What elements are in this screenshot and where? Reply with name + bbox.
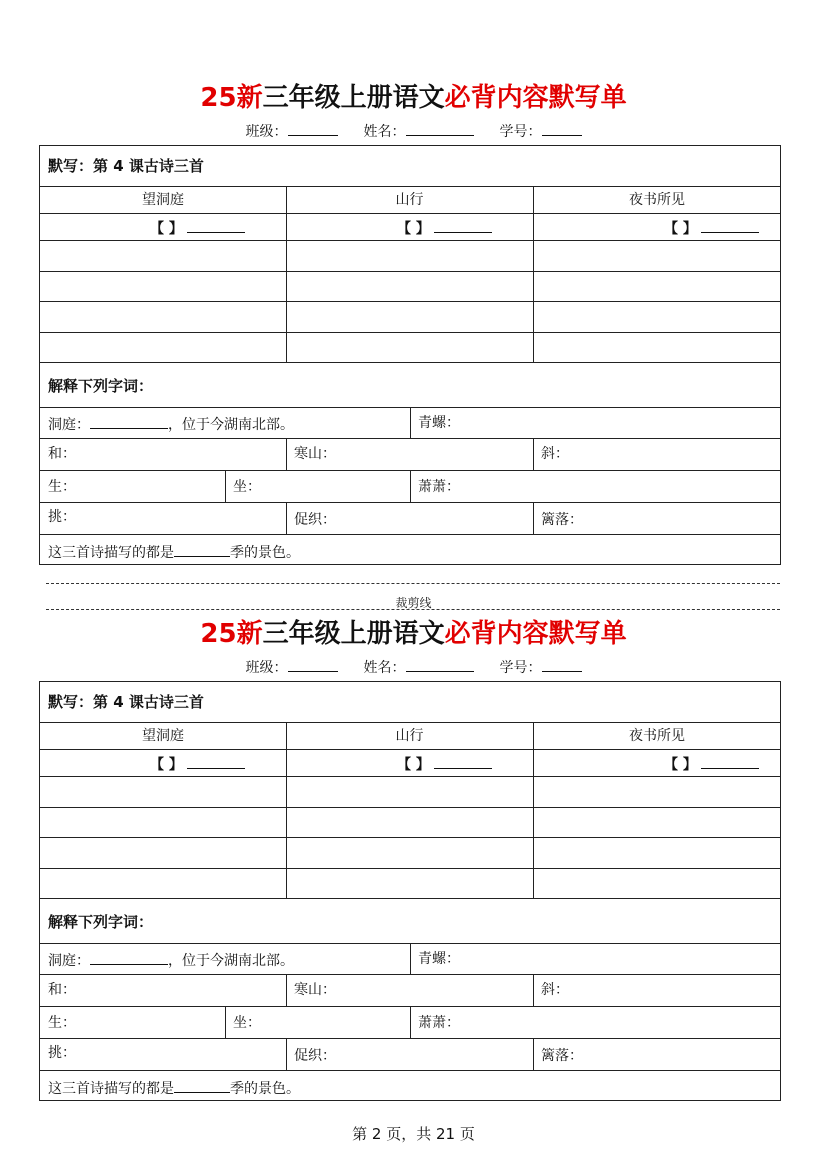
poem-title-1: 望洞庭: [142, 192, 184, 208]
season-suffix: 季的景色。: [230, 1081, 300, 1097]
cut-line-bottom: [46, 609, 780, 610]
dictation-heading: 默写：第 4 课古诗三首: [48, 693, 204, 711]
term-suffix: ，位于今湖南北部。: [168, 953, 294, 969]
student-no-label: 学号：: [499, 660, 542, 676]
term-dongting[interactable]: [48, 950, 294, 970]
term-tiao[interactable]: 挑：: [48, 509, 76, 525]
author-bracket: 【 】: [664, 221, 697, 237]
title-middle: 三年级上册语文: [262, 619, 445, 649]
cut-line-top: [46, 583, 780, 584]
page-title: [0, 618, 827, 650]
term-xiaoxiao[interactable]: 萧萧：: [418, 479, 460, 495]
title-middle: 三年级上册语文: [262, 83, 445, 113]
term-xiaoxiao[interactable]: 萧萧：: [418, 1015, 460, 1031]
term-hanshan[interactable]: 寒山：: [294, 446, 336, 462]
worksheet-table: [39, 681, 781, 1101]
term-zuo[interactable]: 坐：: [233, 1015, 261, 1031]
term-he[interactable]: 和：: [48, 982, 76, 998]
season-question[interactable]: [48, 542, 300, 562]
dictation-heading: 默写：第 4 课古诗三首: [48, 157, 204, 175]
season-question[interactable]: [48, 1078, 300, 1098]
name-label: 姓名：: [363, 660, 406, 676]
term-qingluo[interactable]: 青螺：: [418, 415, 460, 431]
class-label: 班级：: [245, 124, 288, 140]
author-slot-3[interactable]: [664, 755, 759, 773]
term-xie[interactable]: 斜：: [541, 982, 569, 998]
student-info-line: [0, 657, 827, 678]
title-suffix: 必背内容默写单: [444, 83, 627, 113]
student-no-label: 学号：: [499, 124, 542, 140]
term-sheng[interactable]: 生：: [48, 479, 76, 495]
author-slot-2[interactable]: [397, 219, 492, 237]
term-zuo[interactable]: 坐：: [233, 479, 261, 495]
season-suffix: 季的景色。: [230, 545, 300, 561]
season-prefix: 这三首诗描写的都是: [48, 1081, 174, 1097]
term-cuzhi[interactable]: 促织：: [294, 512, 336, 528]
term-label: 洞庭：: [48, 953, 90, 969]
term-suffix: ，位于今湖南北部。: [168, 417, 294, 433]
class-label: 班级：: [245, 660, 288, 676]
term-blank[interactable]: [90, 414, 168, 429]
term-sheng[interactable]: 生：: [48, 1015, 76, 1031]
class-blank[interactable]: [288, 657, 338, 672]
season-blank[interactable]: [174, 1078, 230, 1093]
term-liluo[interactable]: 篱落：: [541, 1048, 583, 1064]
term-xie[interactable]: 斜：: [541, 446, 569, 462]
author-bracket: 【 】: [397, 757, 430, 773]
name-blank[interactable]: [406, 657, 474, 672]
explain-heading: 解释下列字词：: [48, 377, 154, 395]
cut-line-label: 裁剪线: [395, 596, 432, 610]
term-blank[interactable]: [90, 950, 168, 965]
author-bracket: 【 】: [397, 221, 430, 237]
term-hanshan[interactable]: 寒山：: [294, 982, 336, 998]
term-liluo[interactable]: 篱落：: [541, 512, 583, 528]
name-blank[interactable]: [406, 121, 474, 136]
poem-title-2: 山行: [395, 728, 424, 744]
term-tiao[interactable]: 挑：: [48, 1045, 76, 1061]
term-cuzhi[interactable]: 促织：: [294, 1048, 336, 1064]
author-slot-3[interactable]: [664, 219, 759, 237]
author-bracket: 【 】: [664, 757, 697, 773]
worksheet-table: [39, 145, 781, 565]
term-dongting[interactable]: [48, 414, 294, 434]
season-prefix: 这三首诗描写的都是: [48, 545, 174, 561]
author-bracket: 【 】: [150, 221, 183, 237]
student-no-blank[interactable]: [542, 657, 582, 672]
page-footer: 第 2 页，共 21 页: [352, 1125, 475, 1143]
explain-heading: 解释下列字词：: [48, 913, 154, 931]
author-slot-1[interactable]: [150, 219, 245, 237]
poem-title-2: 山行: [395, 192, 424, 208]
class-blank[interactable]: [288, 121, 338, 136]
title-suffix: 必背内容默写单: [444, 619, 627, 649]
author-slot-2[interactable]: [397, 755, 492, 773]
student-info-line: [0, 121, 827, 142]
title-prefix: 25新: [200, 619, 263, 649]
poem-title-3: 夜书所见: [629, 192, 685, 208]
poem-title-3: 夜书所见: [629, 728, 685, 744]
term-he[interactable]: 和：: [48, 446, 76, 462]
author-slot-1[interactable]: [150, 755, 245, 773]
student-no-blank[interactable]: [542, 121, 582, 136]
author-bracket: 【 】: [150, 757, 183, 773]
title-prefix: 25新: [200, 83, 263, 113]
page-title: [0, 82, 827, 114]
term-label: 洞庭：: [48, 417, 90, 433]
season-blank[interactable]: [174, 542, 230, 557]
name-label: 姓名：: [363, 124, 406, 140]
term-qingluo[interactable]: 青螺：: [418, 951, 460, 967]
poem-title-1: 望洞庭: [142, 728, 184, 744]
